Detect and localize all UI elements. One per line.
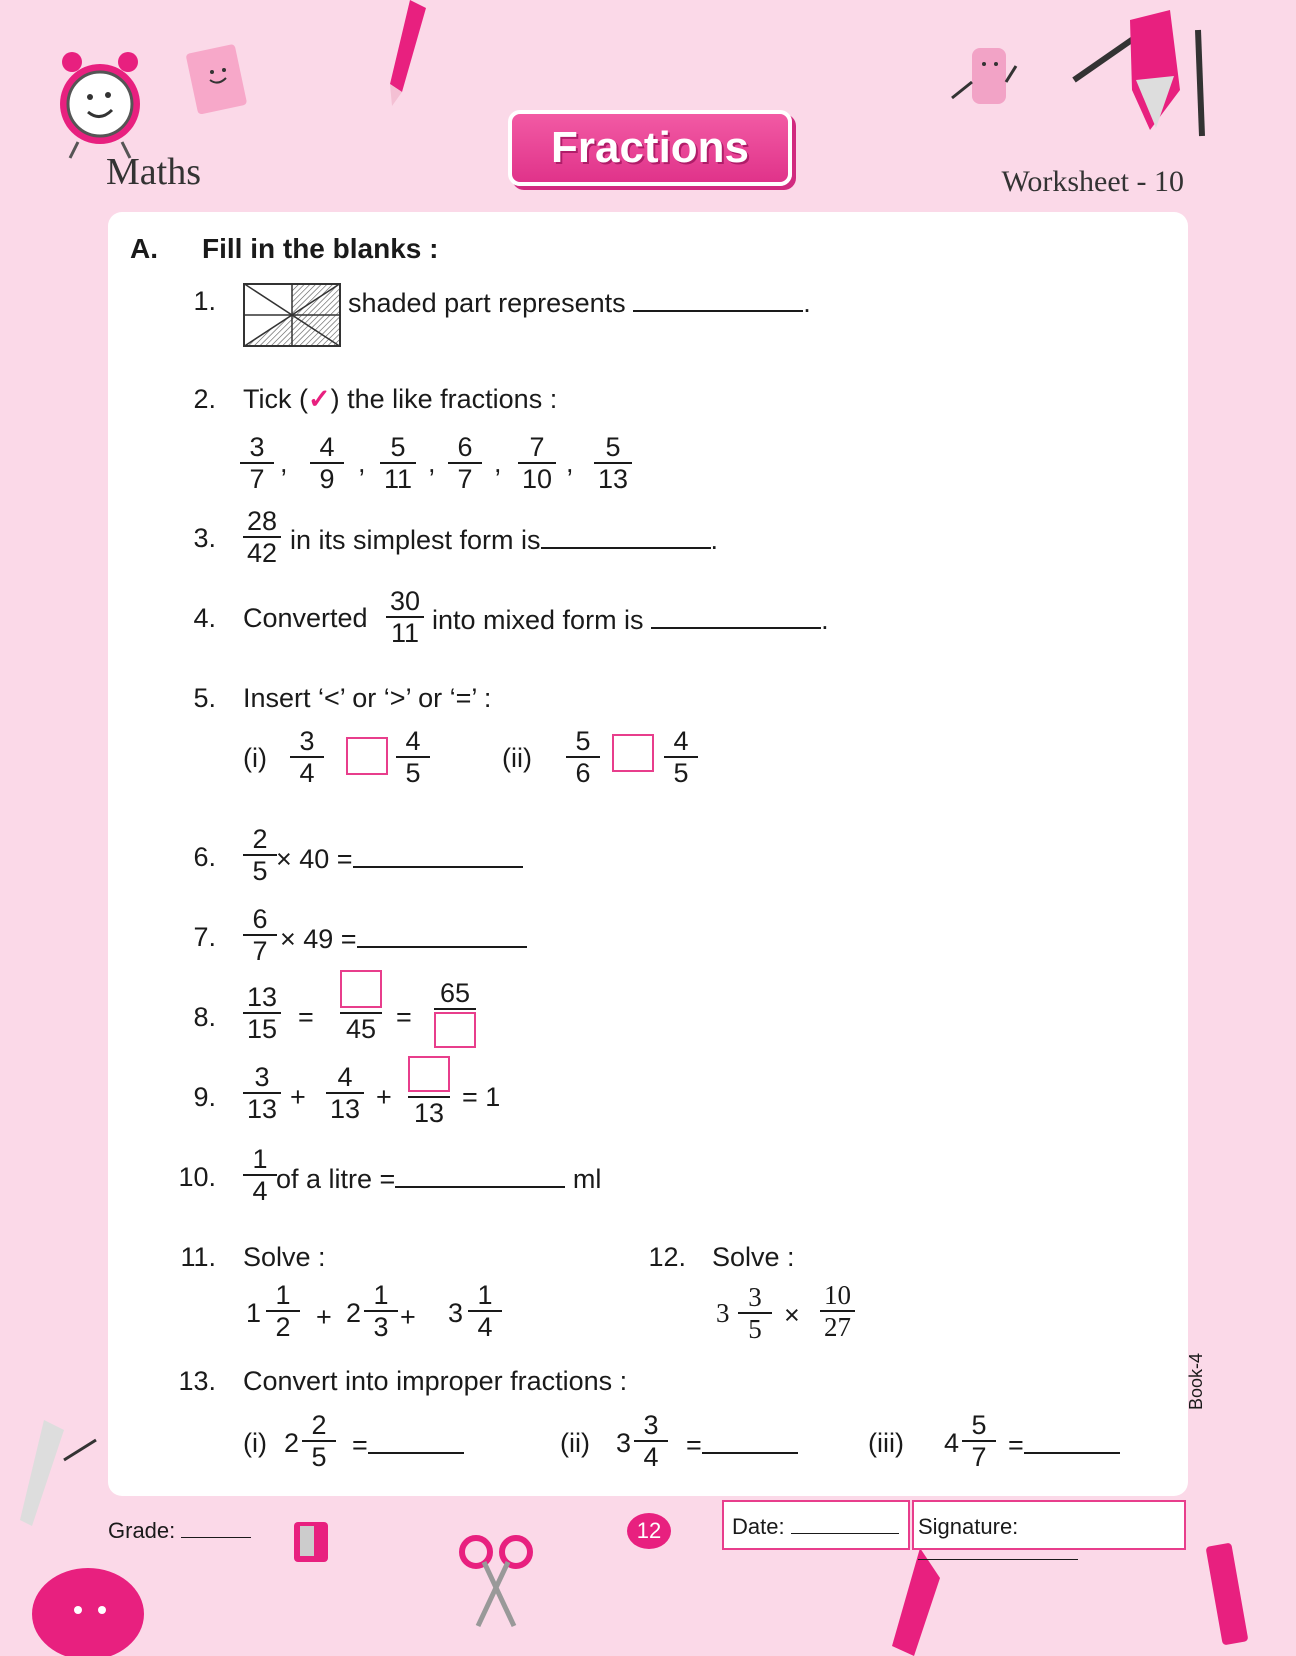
fraction-option[interactable]: 4 9 bbox=[310, 432, 344, 494]
answer-blank-6[interactable] bbox=[353, 842, 523, 868]
signature-field[interactable]: Signature: bbox=[912, 1500, 1186, 1550]
question-9-number: 9. bbox=[193, 1082, 216, 1112]
pen-ruler-illustration bbox=[1070, 10, 1210, 140]
equals-sign: = bbox=[396, 1002, 412, 1032]
sharpener-illustration bbox=[284, 1514, 344, 1584]
part-label: (iii) bbox=[868, 1428, 904, 1458]
fraction-option[interactable]: 5 13 bbox=[594, 432, 632, 494]
question-5-number: 5. bbox=[193, 683, 216, 713]
page-number: 12 bbox=[627, 1513, 671, 1549]
question-7-text: × 49 = bbox=[280, 922, 527, 955]
scissors-illustration bbox=[456, 1532, 536, 1632]
book-label: Book-4 bbox=[1186, 1352, 1206, 1410]
question-9-result: = 1 bbox=[462, 1082, 501, 1112]
fraction-1-4: 1 4 bbox=[243, 1144, 277, 1206]
plus-sign: + bbox=[316, 1302, 332, 1332]
answer-blank-1[interactable] bbox=[633, 286, 803, 312]
fraction-option[interactable]: 3 7 bbox=[240, 432, 274, 494]
whole-number: 3 bbox=[448, 1298, 464, 1328]
part-label: (ii) bbox=[560, 1428, 590, 1458]
date-field[interactable]: Date: bbox=[722, 1500, 910, 1550]
fraction-option[interactable]: 7 10 bbox=[518, 432, 556, 494]
notebook-illustration bbox=[178, 42, 258, 122]
fraction-2-5-b: 2 5 bbox=[302, 1410, 336, 1472]
section-title: Fill in the blanks : bbox=[202, 233, 439, 264]
section-letter: A. bbox=[130, 233, 158, 264]
pencil-character-illustration bbox=[1192, 1534, 1262, 1656]
answer-line: = bbox=[352, 1428, 464, 1461]
question-11-number: 11. bbox=[180, 1242, 216, 1272]
shaded-rectangle-figure bbox=[243, 283, 341, 347]
answer-blank-13i[interactable] bbox=[368, 1428, 464, 1454]
whole-number: 1 bbox=[246, 1298, 262, 1328]
fraction-3-4-b: 3 4 bbox=[634, 1410, 668, 1472]
fraction-6-7: 6 7 bbox=[243, 904, 277, 966]
question-3-text: in its simplest form is . bbox=[290, 525, 719, 555]
question-6-text: × 40 = bbox=[276, 842, 523, 875]
question-4-number: 4. bbox=[193, 603, 216, 633]
subject-label: Maths bbox=[106, 151, 201, 193]
question-4-lead: Converted bbox=[243, 603, 368, 633]
question-2-text: Tick (✓) the like fractions : bbox=[243, 384, 558, 414]
fraction-2-5: 2 5 bbox=[243, 824, 277, 886]
fraction-blank-45: 45 bbox=[340, 970, 382, 1044]
question-7-number: 7. bbox=[193, 922, 216, 952]
ruler-illustration bbox=[10, 1410, 100, 1530]
answer-blank-7[interactable] bbox=[357, 922, 527, 948]
tick-icon: ✓ bbox=[307, 384, 331, 414]
question-5-part-i-label: (i) bbox=[243, 743, 267, 773]
part-label: (i) bbox=[243, 1428, 267, 1458]
numerator-box[interactable] bbox=[408, 1056, 450, 1092]
question-12-text: Solve : bbox=[712, 1242, 795, 1272]
whole-number: 3 bbox=[716, 1298, 730, 1328]
answer-blank-4[interactable] bbox=[651, 603, 821, 629]
fraction-5-7: 5 7 bbox=[962, 1410, 996, 1472]
fraction-65-blank: 65 bbox=[434, 978, 476, 1048]
fraction-10-27: 10 27 bbox=[820, 1280, 855, 1342]
whole-number: 4 bbox=[944, 1428, 960, 1458]
page-title: Fractions bbox=[550, 123, 750, 172]
fraction-4-5-b: 4 5 bbox=[664, 726, 698, 788]
question-10-number: 10. bbox=[178, 1162, 216, 1192]
question-8-number: 8. bbox=[193, 1002, 216, 1032]
fraction-1-4-b: 1 4 bbox=[468, 1280, 502, 1342]
question-13-text: Convert into improper fractions : bbox=[243, 1366, 628, 1396]
fraction-13-15: 13 15 bbox=[243, 982, 281, 1044]
times-sign: × bbox=[784, 1300, 800, 1330]
plus-sign: + bbox=[376, 1082, 392, 1112]
compare-box-ii[interactable] bbox=[612, 734, 654, 772]
fraction-3-4: 3 4 bbox=[290, 726, 324, 788]
compare-box-i[interactable] bbox=[346, 737, 388, 775]
whole-number: 2 bbox=[284, 1428, 300, 1458]
fraction-5-6: 5 6 bbox=[566, 726, 600, 788]
answer-blank-3[interactable] bbox=[541, 523, 711, 549]
whole-number: 3 bbox=[616, 1428, 632, 1458]
equals-sign: = bbox=[298, 1002, 314, 1032]
question-11-text: Solve : bbox=[243, 1242, 326, 1272]
worksheet-number: Worksheet - 10 bbox=[1001, 165, 1184, 198]
answer-blank-13ii[interactable] bbox=[702, 1428, 798, 1454]
fraction-1-3: 1 3 bbox=[364, 1280, 398, 1342]
question-4-text: into mixed form is . bbox=[432, 605, 829, 635]
question-6-number: 6. bbox=[193, 842, 216, 872]
pencil-illustration bbox=[380, 0, 440, 110]
plus-sign: + bbox=[400, 1302, 416, 1332]
question-5-part-ii-label: (ii) bbox=[502, 743, 532, 773]
fraction-28-42: 28 42 bbox=[243, 506, 281, 568]
fraction-3-5: 3 5 bbox=[738, 1282, 772, 1344]
fraction-4-13: 4 13 bbox=[326, 1062, 364, 1124]
question-3-number: 3. bbox=[193, 523, 216, 553]
numerator-box[interactable] bbox=[340, 970, 382, 1008]
fraction-blank-13: 13 bbox=[408, 1056, 450, 1128]
fraction-1-2: 1 2 bbox=[266, 1280, 300, 1342]
fraction-option[interactable]: 6 7 bbox=[448, 432, 482, 494]
question-12-number: 12. bbox=[648, 1242, 686, 1272]
alarm-clock-illustration bbox=[52, 42, 148, 162]
fraction-3-13: 3 13 bbox=[243, 1062, 281, 1124]
answer-line: = bbox=[1008, 1428, 1120, 1461]
question-1-text: shaded part represents . bbox=[348, 288, 811, 318]
question-5-text: Insert ‘<’ or ‘>’ or ‘=’ : bbox=[243, 683, 492, 713]
fraction-4-5: 4 5 bbox=[396, 726, 430, 788]
question-13-number: 13. bbox=[178, 1366, 216, 1396]
question-2-number: 2. bbox=[193, 384, 216, 414]
answer-blank-13iii[interactable] bbox=[1024, 1428, 1120, 1454]
eraser-illustration bbox=[944, 42, 1024, 122]
grade-field[interactable]: Grade: bbox=[108, 1518, 251, 1544]
fraction-option[interactable]: 5 11 bbox=[380, 432, 416, 494]
whole-number: 2 bbox=[346, 1298, 362, 1328]
fraction-30-11: 30 11 bbox=[386, 586, 424, 648]
title-banner bbox=[508, 110, 792, 186]
plus-sign: + bbox=[290, 1082, 306, 1112]
answer-line: = bbox=[686, 1428, 798, 1461]
denominator-box[interactable] bbox=[434, 1012, 476, 1048]
answer-blank-10[interactable] bbox=[395, 1162, 565, 1188]
question-10-text: of a litre = ml bbox=[276, 1164, 602, 1194]
question-1-number: 1. bbox=[193, 286, 216, 316]
